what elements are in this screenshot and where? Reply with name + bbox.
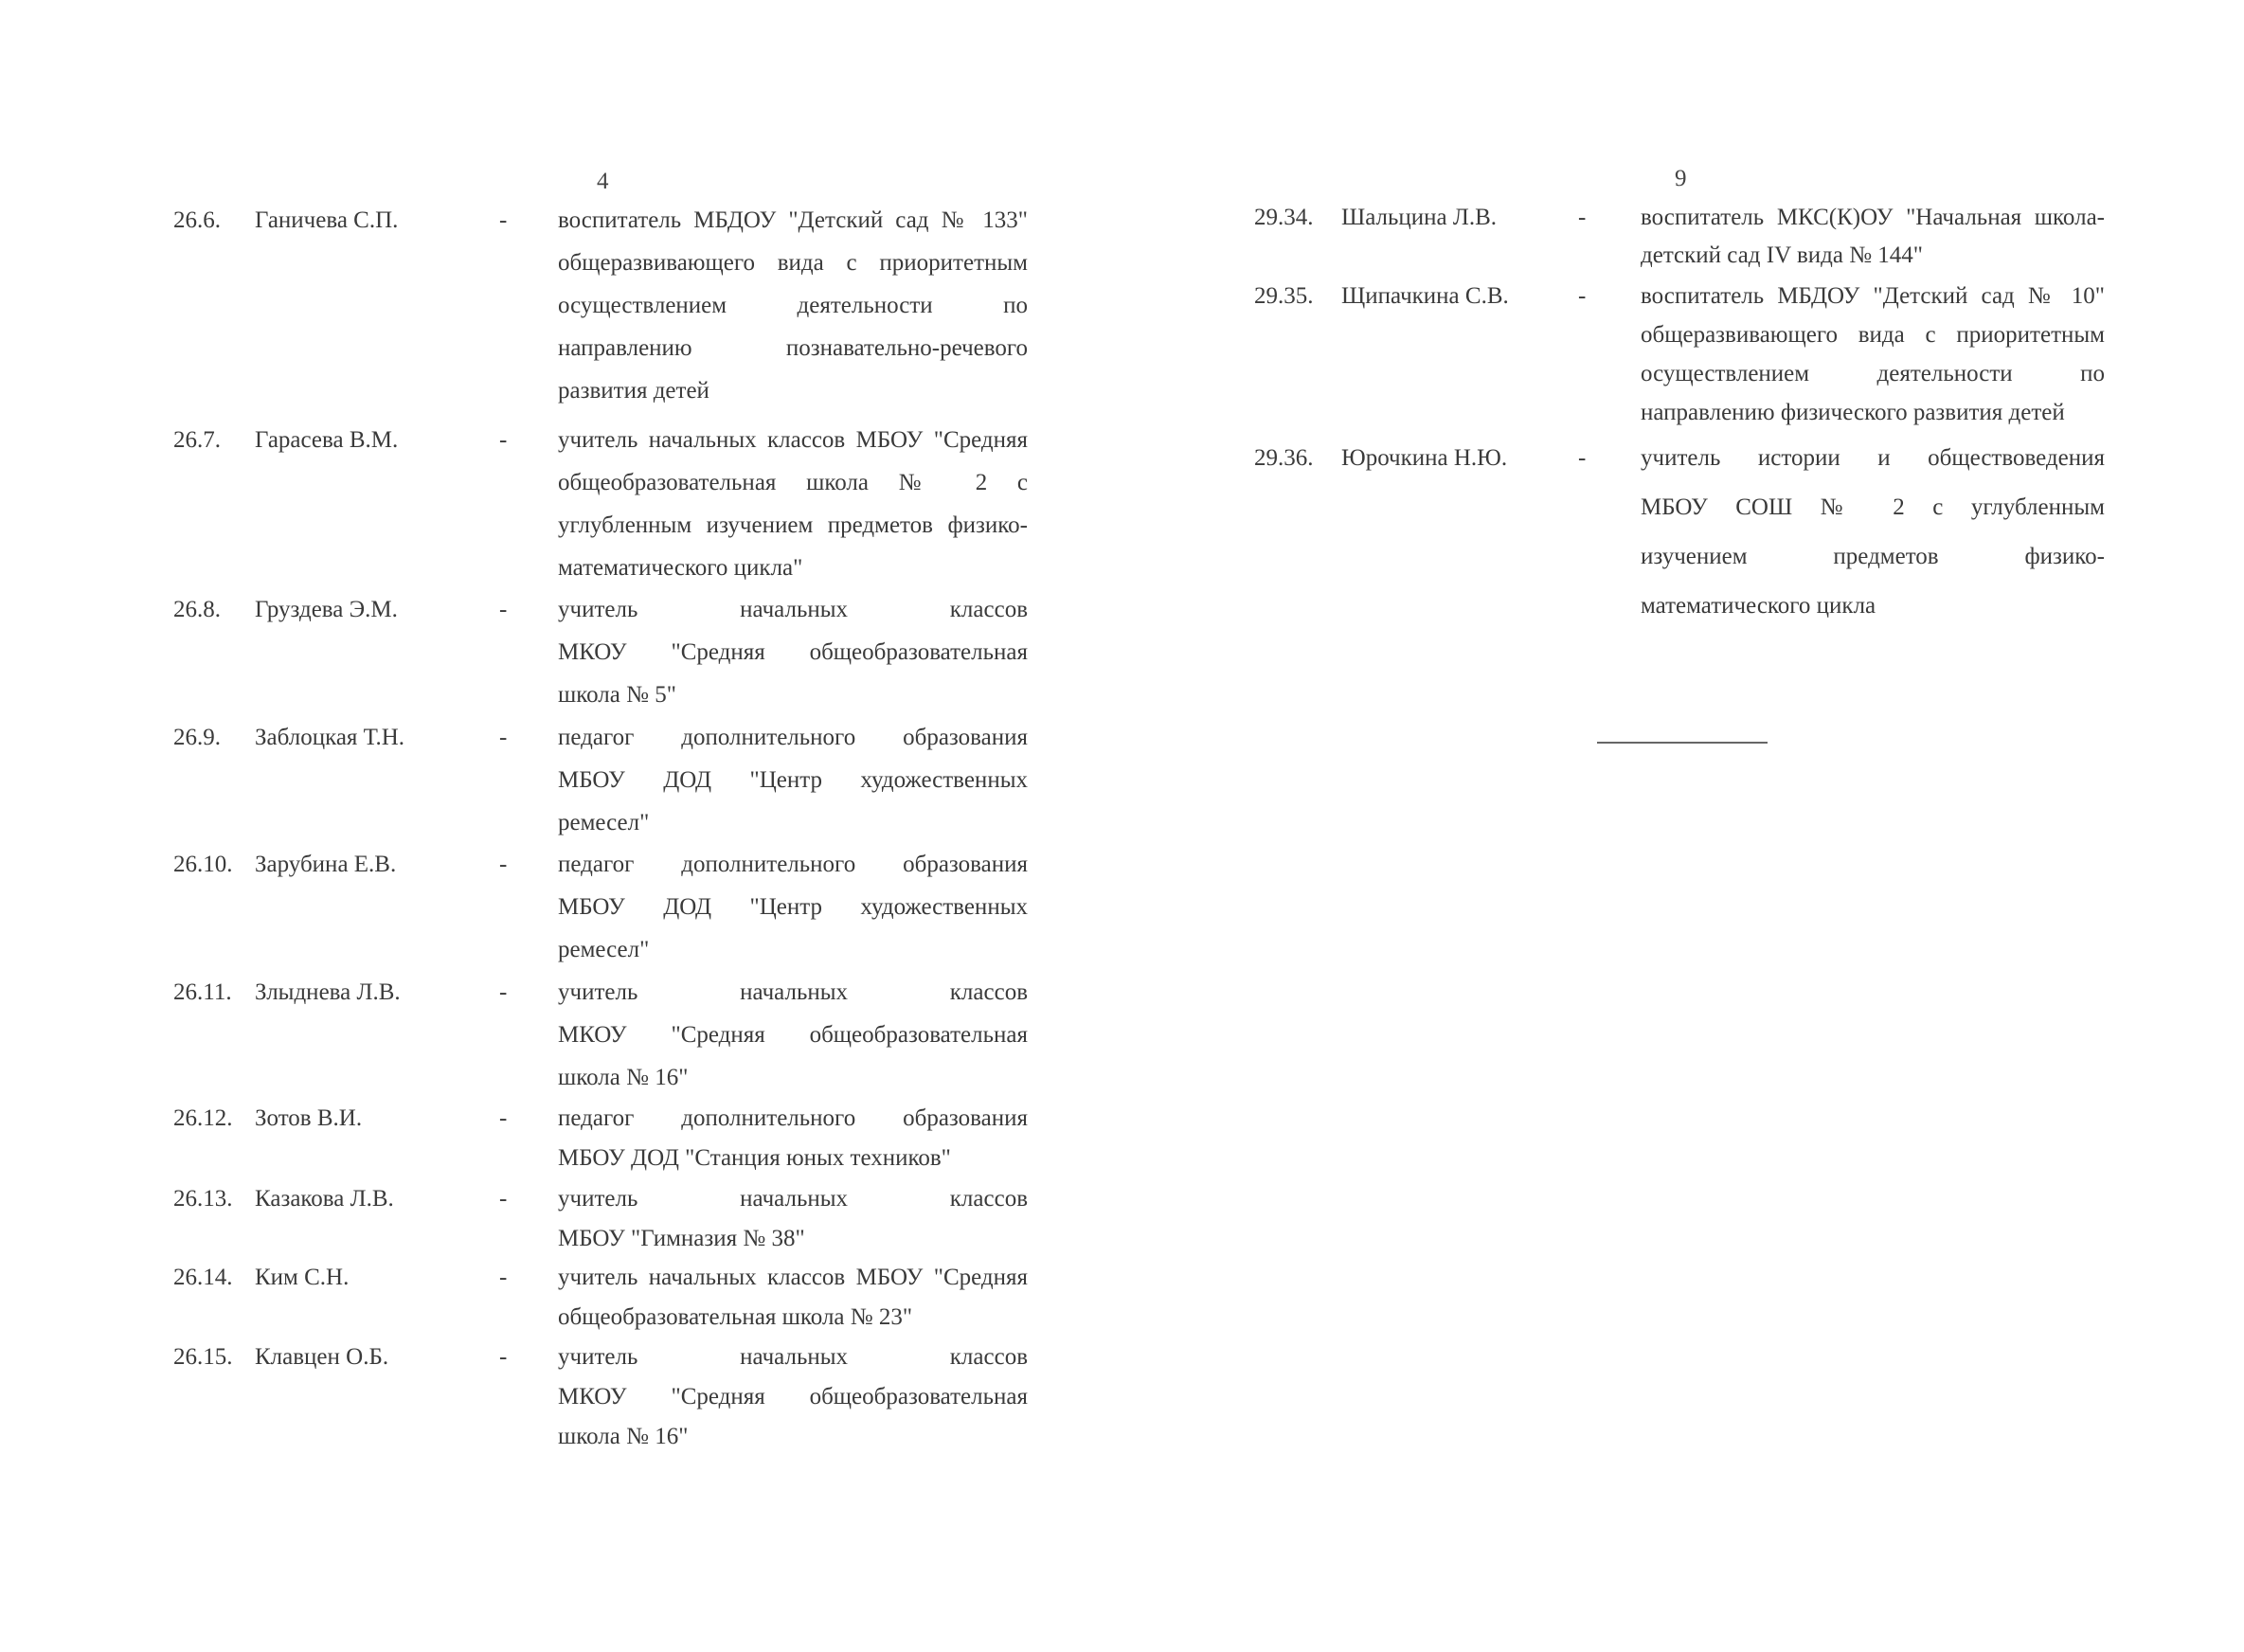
description-line: МКОУ "Средняя общеобразовательная: [558, 639, 1028, 665]
description-line: МБОУ СОШ № 2 с углубленным: [1641, 494, 2105, 520]
entry-name: Ганичева С.П.: [255, 207, 399, 233]
closing-rule: [1597, 742, 1768, 744]
description-line: школа № 16": [558, 1424, 689, 1449]
entry-name: Груздева Э.М.: [255, 597, 398, 622]
description-line: развития детей: [558, 378, 709, 404]
description-line: МБОУ ДОД "Станция юных техников": [558, 1145, 951, 1171]
entry-description: [558, 419, 1028, 589]
entry-name: Шальцина Л.В.: [1341, 205, 1498, 230]
description-line: педагог дополнительного образования: [558, 1105, 1028, 1131]
entry-description: [558, 843, 1028, 971]
description-line: осуществлением деятельности по: [558, 293, 1028, 318]
entry-name: Клавцен О.Б.: [255, 1344, 389, 1370]
entry-description: [1641, 199, 2105, 275]
entry-number: 26.9.: [173, 725, 221, 750]
description-line: учитель начальных классов МБОУ "Средняя: [558, 1265, 1028, 1290]
description-line: детский сад IV вида № 144": [1641, 242, 1923, 268]
description-line: школа № 16": [558, 1065, 689, 1090]
entry-description: [558, 716, 1028, 844]
entry-dash: -: [499, 1186, 508, 1212]
description-line: воспитатель МКС(К)ОУ "Начальная школа-: [1641, 205, 2105, 230]
entry-number: 29.34.: [1254, 205, 1314, 230]
entry-name: Заблоцкая Т.Н.: [255, 725, 405, 750]
description-line: учитель истории и обществоведения: [1641, 445, 2105, 471]
page-number-left: 4: [597, 169, 609, 194]
description-line: воспитатель МБДОУ "Детский сад № 133": [558, 207, 1028, 233]
description-line: направлению физического развития детей: [1641, 400, 2065, 425]
description-line: направлению познавательно-речевого: [558, 335, 1028, 361]
description-line: изучением предметов физико-: [1641, 544, 2105, 569]
page-number-right: 9: [1675, 166, 1687, 191]
entry-dash: -: [499, 1265, 508, 1290]
description-line: учитель начальных классов: [558, 597, 1028, 622]
entry-dash: -: [499, 597, 508, 622]
description-line: учитель начальных классов: [558, 1186, 1028, 1212]
entry-dash: -: [499, 1105, 508, 1131]
description-line: воспитатель МБДОУ "Детский сад № 10": [1641, 283, 2105, 309]
entry-number: 26.15.: [173, 1344, 233, 1370]
description-line: МКОУ "Средняя общеобразовательная: [558, 1022, 1028, 1048]
entry-number: 26.7.: [173, 427, 221, 453]
entry-dash: -: [1578, 445, 1587, 471]
description-line: учитель начальных классов: [558, 979, 1028, 1005]
description-line: общеобразовательная школа № 2 с: [558, 470, 1028, 495]
description-line: МБОУ ДОД "Центр художественных: [558, 767, 1028, 793]
entry-description: [1641, 434, 2105, 631]
entry-dash: -: [499, 207, 508, 233]
entry-name: Юрочкина Н.Ю.: [1341, 445, 1508, 471]
description-line: ремесел": [558, 810, 650, 835]
entry-number: 26.6.: [173, 207, 221, 233]
entry-name: Зарубина Е.В.: [255, 852, 397, 877]
entry-number: 26.12.: [173, 1105, 233, 1131]
entry-description: [558, 1099, 1028, 1178]
entry-description: [558, 1338, 1028, 1457]
description-line: учитель начальных классов МБОУ "Средняя: [558, 427, 1028, 453]
entry-number: 26.10.: [173, 852, 233, 877]
entry-name: Зотов В.И.: [255, 1105, 363, 1131]
description-line: МБОУ ДОД "Центр художественных: [558, 894, 1028, 920]
description-line: математического цикла: [1641, 593, 1876, 619]
description-line: общеразвивающего вида с приоритетным: [558, 250, 1028, 276]
description-line: МКОУ "Средняя общеобразовательная: [558, 1384, 1028, 1410]
entry-description: [1641, 277, 2105, 432]
description-line: математического цикла": [558, 555, 803, 581]
description-line: учитель начальных классов: [558, 1344, 1028, 1370]
description-line: педагог дополнительного образования: [558, 852, 1028, 877]
entry-name: Злыднева Л.В.: [255, 979, 401, 1005]
entry-number: 26.13.: [173, 1186, 233, 1212]
entry-dash: -: [499, 1344, 508, 1370]
entry-dash: -: [1578, 283, 1587, 309]
description-line: МБОУ "Гимназия № 38": [558, 1226, 805, 1251]
entry-name: Ким С.Н.: [255, 1265, 350, 1290]
entry-description: [558, 1179, 1028, 1259]
entry-name: Казакова Л.В.: [255, 1186, 394, 1212]
entry-number: 26.8.: [173, 597, 221, 622]
entry-description: [558, 588, 1028, 716]
entry-dash: -: [499, 979, 508, 1005]
entry-description: [558, 971, 1028, 1099]
description-line: педагог дополнительного образования: [558, 725, 1028, 750]
entry-number: 29.35.: [1254, 283, 1314, 309]
entry-number: 26.14.: [173, 1265, 233, 1290]
description-line: школа № 5": [558, 682, 676, 708]
description-line: общеобразовательная школа № 23": [558, 1304, 913, 1330]
entry-dash: -: [499, 427, 508, 453]
entry-dash: -: [499, 725, 508, 750]
entry-number: 26.11.: [173, 979, 232, 1005]
entry-description: [558, 1258, 1028, 1338]
description-line: ремесел": [558, 937, 650, 962]
entry-description: [558, 199, 1028, 412]
description-line: углубленным изучением предметов физико-: [558, 512, 1028, 538]
entry-name: Гарасева В.М.: [255, 427, 399, 453]
description-line: общеразвивающего вида с приоритетным: [1641, 322, 2105, 348]
description-line: осуществлением деятельности по: [1641, 361, 2105, 386]
entry-dash: -: [499, 852, 508, 877]
entry-number: 29.36.: [1254, 445, 1314, 471]
entry-dash: -: [1578, 205, 1587, 230]
entry-name: Щипачкина С.В.: [1341, 283, 1509, 309]
